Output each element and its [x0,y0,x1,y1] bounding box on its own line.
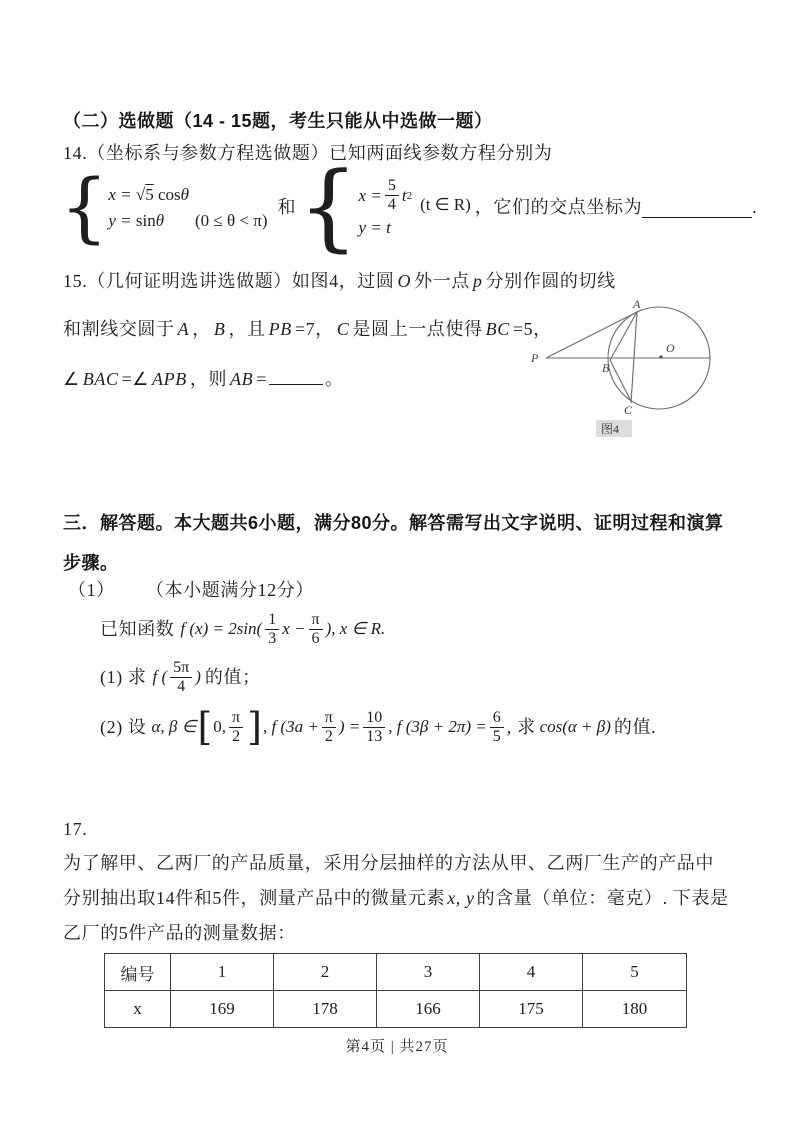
math-token: BC [485,319,510,339]
math-token: , f (3a + [262,717,319,736]
answer-blank [269,366,323,385]
data-cell: 175 [480,991,583,1028]
q14-system1 [108,185,189,231]
math-token: ), x ∈ R. [325,619,386,638]
header-cell: 4 [480,954,583,991]
numerator: 10 [363,709,385,728]
data-cell: 166 [377,991,480,1028]
denominator: 2 [232,727,241,745]
numerator: 5π [170,659,192,678]
numerator: 1 [265,611,279,630]
question-number: （1） [68,580,115,600]
fraction [265,611,279,648]
text-token: 分别作圆的切线 [485,271,616,291]
text-token: 的值. [613,716,657,737]
q14-sys1-eq2 [108,211,189,231]
math-token: x = [358,185,382,205]
data-cell: 178 [274,991,377,1028]
right-bracket-icon: ] [247,705,262,749]
denominator: 4 [387,196,396,213]
fraction [170,659,192,696]
math-token: α, β ∈ [151,717,197,736]
left-brace-icon: { [298,152,359,263]
q16-function-line [100,607,385,651]
q17-para1: 为了解甲、乙两厂的产品质量，采用分层抽样的方法从甲、乙两厂生产的产品中 [63,853,714,873]
label-b: B [602,361,610,375]
exponent: 2 [406,189,413,202]
math-token: A [177,319,190,339]
text-token: 是圆上一点使得 [352,319,483,339]
q15-line3 [63,366,344,391]
header-cell: 3 [377,954,480,991]
numerator: 5 [385,177,399,196]
text-token: =∠ [121,369,150,389]
q17-para2 [63,887,729,910]
math-token: AB [230,369,254,389]
text-token: ，则 [189,369,228,389]
math-token: x, y [447,888,475,908]
label-c: C [624,403,633,417]
header-cell: 2 [274,954,377,991]
math-token: 5 [145,184,154,204]
text-token: =7， [294,319,334,339]
text-token: 的含量（单位：毫克）. 下表是 [476,888,729,908]
text-token: 分别抽出取14件和5件，测量产品中的微量元素 [63,888,446,908]
section3-heading [63,503,763,583]
denominator: 4 [177,677,186,695]
text-token: 外一点 [414,271,470,291]
fraction [363,709,385,746]
math-token: 0, [213,717,227,736]
header-cell: 编号 [105,954,171,991]
denominator: 3 [268,629,277,647]
numerator: π [229,709,243,728]
text-token: (2) 设 [100,716,147,737]
math-token: ) = [338,717,361,736]
q17-number: 17. [63,819,88,839]
q16-number-line [68,579,314,602]
numerator: π [309,611,323,630]
figure-caption: 图4 [601,422,620,436]
text-token: 。 [325,369,344,389]
text-token: 和割线交圆于 [63,319,175,339]
fraction [490,709,504,746]
denominator: 2 [324,727,333,745]
data-cell: 180 [583,991,687,1028]
q15-figure [528,293,746,445]
math-token: cos [157,184,181,204]
page-footer: 第4页 | 共27页 [345,1039,449,1055]
numerator: 6 [490,709,504,728]
q14-sys1-domain: (0 ≤ θ < π) [195,210,268,230]
label-a: A [633,297,641,311]
text-token: , 求 [506,716,536,737]
q14-period: . [752,197,758,218]
text-token: 的值； [204,666,261,687]
text-token: (1) 求 [100,666,147,687]
math-token: B [213,319,226,339]
text-token: = [256,369,268,389]
math-token: C [336,319,350,339]
left-brace-icon: { [60,162,109,252]
math-token: cos(α + β) [539,717,611,736]
q15-line1 [63,270,616,293]
table-row [105,991,687,1028]
math-token: BAC [82,369,119,389]
data-cell: 169 [171,991,274,1028]
heading-line2: 步骤。 [63,553,119,573]
q14-sys2-eq1 [359,177,413,214]
q16-part1-line [100,655,261,699]
table-header-row [105,954,687,991]
q14-conjunction: 和 [277,197,297,218]
text-token: 15.（几何证明选讲选做题）如图4，过圆 [63,271,395,291]
text-token: 已知函数 [100,618,175,639]
label-p: P [531,351,539,365]
math-token: O [397,271,412,291]
q14-tail: ，它们的交点坐标为 [474,197,643,218]
section2-heading: （二）选做题（14 - 15题，考生只能从中选做一题） [63,111,493,131]
fraction [229,709,243,746]
denominator: 5 [492,727,501,745]
math-token: , f (3β + 2π) = [388,717,487,736]
denominator: 13 [366,727,383,745]
answer-blank [642,197,752,218]
q14-sys2-eq2: y = t [358,217,391,237]
q14-intro: 14.（坐标系与参数方程选做题）已知两面线参数方程分别为 [63,143,553,163]
text-token: =5， [512,319,552,339]
q16-part2-line [100,701,656,753]
math-token: PB [268,319,292,339]
fraction [385,177,399,214]
data-cell: x [105,991,171,1028]
q14-sys1-eq1 [108,185,189,205]
text-token: ， [192,319,211,339]
math-token: t [401,185,407,205]
sqrt-icon: √ [135,184,146,204]
math-token: sin [135,210,156,230]
math-token: APB [152,369,187,389]
header-cell: 5 [583,954,687,991]
math-token: x = [108,184,132,204]
q17-data-table [104,953,687,1028]
heading-line1: 三．解答题。本大题共6小题，满分80分。解答需写出文字说明、证明过程和演算 [63,513,724,533]
label-o: O [666,341,675,355]
q15-line2 [63,318,552,341]
math-token: y = [108,210,132,230]
numerator: π [322,709,336,728]
math-token: x − [282,619,306,638]
math-token: p [472,271,483,291]
header-cell: 1 [171,954,274,991]
center-dot [659,355,662,358]
math-token: θ [180,184,190,204]
denominator: 6 [311,629,320,647]
q14-sys2-domain: (t ∈ R) [420,194,471,214]
math-token: ) [195,667,201,686]
fraction [309,611,323,648]
math-token: f ( [152,667,168,686]
text-token: ，且 [228,319,266,339]
math-token: f (x) = 2sin( [180,619,263,638]
left-bracket-icon: [ [197,705,213,749]
math-token: θ [155,210,165,230]
q14-system2 [359,177,413,238]
score-note: （本小题满分12分） [145,580,314,600]
q17-para3: 乙厂的5件产品的测量数据： [63,923,296,943]
fraction [322,709,336,746]
tangent-line [546,310,641,358]
angle-icon: ∠ [63,369,80,389]
